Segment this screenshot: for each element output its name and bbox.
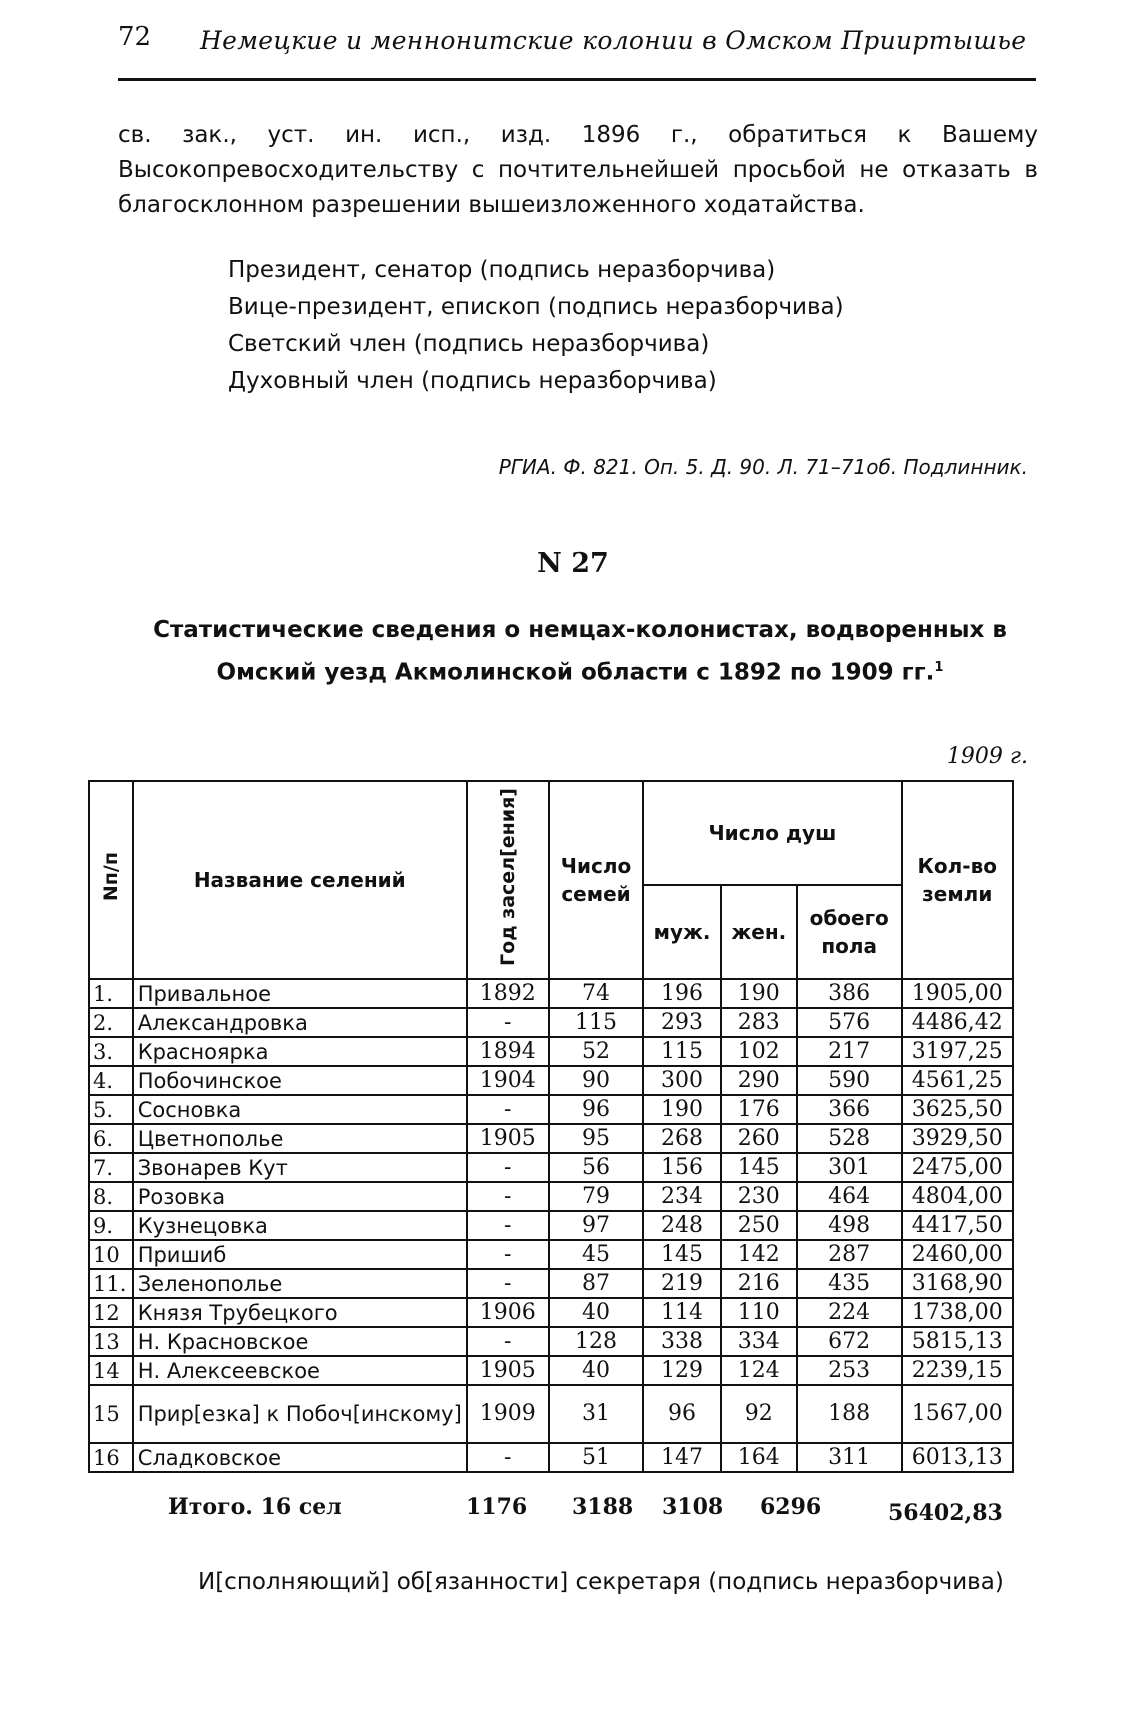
table-row [89,1124,1013,1153]
signature-block [228,252,844,400]
male-count: 219 [643,1269,720,1298]
families-count: 52 [549,1037,644,1066]
families-count: 51 [549,1443,644,1472]
header-male: муж. [643,885,720,979]
male-count: 96 [643,1385,720,1443]
both-count: 464 [797,1182,902,1211]
table-row [89,979,1013,1008]
female-count: 142 [721,1240,797,1269]
male-count: 196 [643,979,720,1008]
totals-male: 3188 [572,1494,634,1520]
row-number: 3. [89,1037,133,1066]
archive-reference: РГИА. Ф. 821. Оп. 5. Д. 90. Л. 71–71об. Подлинник. [498,455,1028,479]
totals-families: 1176 [466,1494,528,1520]
settlement-year: - [467,1269,549,1298]
running-head [118,18,1036,81]
settlement-name: Н. Красновское [133,1327,467,1356]
female-count: 260 [721,1124,797,1153]
female-count: 110 [721,1298,797,1327]
table-row [89,1037,1013,1066]
row-number: 11. [89,1269,133,1298]
totals-both: 6296 [760,1494,822,1520]
row-number: 7. [89,1153,133,1182]
header-female: жен. [721,885,797,979]
table-row [89,1327,1013,1356]
row-number: 16 [89,1443,133,1472]
header-name: Название селений [133,781,467,979]
male-count: 268 [643,1124,720,1153]
families-count: 40 [549,1356,644,1385]
settlement-year: - [467,1008,549,1037]
families-count: 31 [549,1385,644,1443]
table-row [89,1008,1013,1037]
settlement-year: 1905 [467,1124,549,1153]
families-count: 74 [549,979,644,1008]
header-year: Год засел[ения] [467,781,549,979]
both-count: 576 [797,1008,902,1037]
table-row [89,1240,1013,1269]
page-number: 72 [118,22,152,52]
land-amount: 5815,13 [902,1327,1014,1356]
settlement-name: Кузнецовка [133,1211,467,1240]
settlement-year: - [467,1443,549,1472]
female-count: 102 [721,1037,797,1066]
both-count: 435 [797,1269,902,1298]
both-count: 301 [797,1153,902,1182]
both-count: 253 [797,1356,902,1385]
male-count: 234 [643,1182,720,1211]
totals-row [88,1490,1014,1530]
female-count: 92 [721,1385,797,1443]
signature-line: Вице-президент, епископ (подпись неразборчива) [228,294,844,320]
land-amount: 1905,00 [902,979,1014,1008]
both-count: 366 [797,1095,902,1124]
families-count: 115 [549,1008,644,1037]
table-row [89,1066,1013,1095]
row-number: 6. [89,1124,133,1153]
signature-line: Светский член (подпись неразборчива) [228,331,710,357]
female-count: 216 [721,1269,797,1298]
settlement-name: Пришиб [133,1240,467,1269]
male-count: 129 [643,1356,720,1385]
row-number: 1. [89,979,133,1008]
table-row [89,1095,1013,1124]
settlement-name: Цветнополье [133,1124,467,1153]
female-count: 290 [721,1066,797,1095]
land-amount: 4417,50 [902,1211,1014,1240]
both-count: 386 [797,979,902,1008]
male-count: 300 [643,1066,720,1095]
settlement-name: Красноярка [133,1037,467,1066]
land-amount: 2239,15 [902,1356,1014,1385]
table-row [89,1443,1013,1472]
female-count: 334 [721,1327,797,1356]
both-count: 311 [797,1443,902,1472]
document-number: N 27 [537,548,609,579]
settlement-name: Сладковское [133,1443,467,1472]
male-count: 147 [643,1443,720,1472]
settlement-year: - [467,1095,549,1124]
both-count: 498 [797,1211,902,1240]
male-count: 156 [643,1153,720,1182]
male-count: 114 [643,1298,720,1327]
settlement-name: Александровка [133,1008,467,1037]
land-amount: 3197,25 [902,1037,1014,1066]
signature-line: Президент, сенатор (подпись неразборчива) [228,257,776,283]
families-count: 90 [549,1066,644,1095]
signature-line: Духовный член (подпись неразборчива) [228,368,717,394]
land-amount: 3929,50 [902,1124,1014,1153]
settlement-name: Князя Трубецкого [133,1298,467,1327]
header-souls-group: Число душ [643,781,901,885]
land-amount: 4486,42 [902,1008,1014,1037]
settlement-name: Побочинское [133,1066,467,1095]
totals-label: Итого. 16 сел [168,1494,342,1520]
table-row [89,1298,1013,1327]
female-count: 230 [721,1182,797,1211]
land-amount: 4804,00 [902,1182,1014,1211]
row-number: 8. [89,1182,133,1211]
male-count: 338 [643,1327,720,1356]
land-amount: 3625,50 [902,1095,1014,1124]
families-count: 87 [549,1269,644,1298]
table-row [89,1269,1013,1298]
female-count: 250 [721,1211,797,1240]
families-count: 128 [549,1327,644,1356]
settlement-year: 1894 [467,1037,549,1066]
families-count: 45 [549,1240,644,1269]
totals-land: 56402,83 [888,1500,1003,1526]
land-amount: 1567,00 [902,1385,1014,1443]
female-count: 283 [721,1008,797,1037]
land-amount: 6013,13 [902,1443,1014,1472]
both-count: 528 [797,1124,902,1153]
settlement-name: Н. Алексеевское [133,1356,467,1385]
table-row [89,1356,1013,1385]
row-number: 4. [89,1066,133,1095]
row-number: 12 [89,1298,133,1327]
row-number: 2. [89,1008,133,1037]
table-row [89,1385,1013,1443]
both-count: 590 [797,1066,902,1095]
female-count: 124 [721,1356,797,1385]
both-count: 217 [797,1037,902,1066]
families-count: 97 [549,1211,644,1240]
settlement-year: 1905 [467,1356,549,1385]
row-number: 9. [89,1211,133,1240]
settlement-year: 1909 [467,1385,549,1443]
table-row [89,1211,1013,1240]
settlement-year: 1892 [467,979,549,1008]
settlement-name: Звонарев Кут [133,1153,467,1182]
footnote-mark[interactable]: 1 [934,660,944,675]
female-count: 176 [721,1095,797,1124]
land-amount: 4561,25 [902,1066,1014,1095]
settlement-name: Прир[езка] к Побоч[инскому] [133,1385,467,1443]
running-head-title: Немецкие и меннонитские колонии в Омском Прииртышье [200,26,1027,55]
settlement-name: Сосновка [133,1095,467,1124]
header-both: обоего пола [797,885,902,979]
male-count: 293 [643,1008,720,1037]
row-number: 10 [89,1240,133,1269]
both-count: 672 [797,1327,902,1356]
settlement-year: - [467,1211,549,1240]
table-row [89,1153,1013,1182]
settlement-year: - [467,1182,549,1211]
settlement-year: 1906 [467,1298,549,1327]
row-number: 5. [89,1095,133,1124]
families-count: 96 [549,1095,644,1124]
settlement-name: Розовка [133,1182,467,1211]
both-count: 287 [797,1240,902,1269]
male-count: 115 [643,1037,720,1066]
male-count: 190 [643,1095,720,1124]
header-np: Nп/п [89,781,133,979]
female-count: 190 [721,979,797,1008]
families-count: 40 [549,1298,644,1327]
land-amount: 2475,00 [902,1153,1014,1182]
header-land: Кол-во земли [902,781,1014,979]
row-number: 15 [89,1385,133,1443]
settlement-name: Привальное [133,979,467,1008]
female-count: 145 [721,1153,797,1182]
header-families: Число семей [549,781,644,979]
land-amount: 3168,90 [902,1269,1014,1298]
families-count: 56 [549,1153,644,1182]
settlement-year: - [467,1327,549,1356]
families-count: 95 [549,1124,644,1153]
families-count: 79 [549,1182,644,1211]
document-title [140,612,1020,692]
table-row [89,1182,1013,1211]
closing-signature: И[сполняющий] об[язанности] секретаря (подпись неразборчива) [198,1569,1004,1595]
document-title-text: Статистические сведения о немцах-колонистах, водворенных в Омский уезд Акмолинской области с 1892 по 1909 гг. [153,617,1007,686]
both-count: 224 [797,1298,902,1327]
settlement-year: 1904 [467,1066,549,1095]
statistics-table [88,780,1014,1473]
both-count: 188 [797,1385,902,1443]
row-number: 13 [89,1327,133,1356]
settlement-year: - [467,1240,549,1269]
settlement-name: Зеленополье [133,1269,467,1298]
male-count: 248 [643,1211,720,1240]
document-date: 1909 г. [946,744,1028,769]
totals-female: 3108 [662,1494,724,1520]
row-number: 14 [89,1356,133,1385]
settlement-year: - [467,1153,549,1182]
land-amount: 1738,00 [902,1298,1014,1327]
body-paragraph: св. зак., уст. ин. исп., изд. 1896 г., обратиться к Вашему Высокопревосходительству с почтительнейшей просьбой не отказать в благосклонном разрешении вышеизложенного ходатайства. [118,122,1038,218]
male-count: 145 [643,1240,720,1269]
land-amount: 2460,00 [902,1240,1014,1269]
female-count: 164 [721,1443,797,1472]
